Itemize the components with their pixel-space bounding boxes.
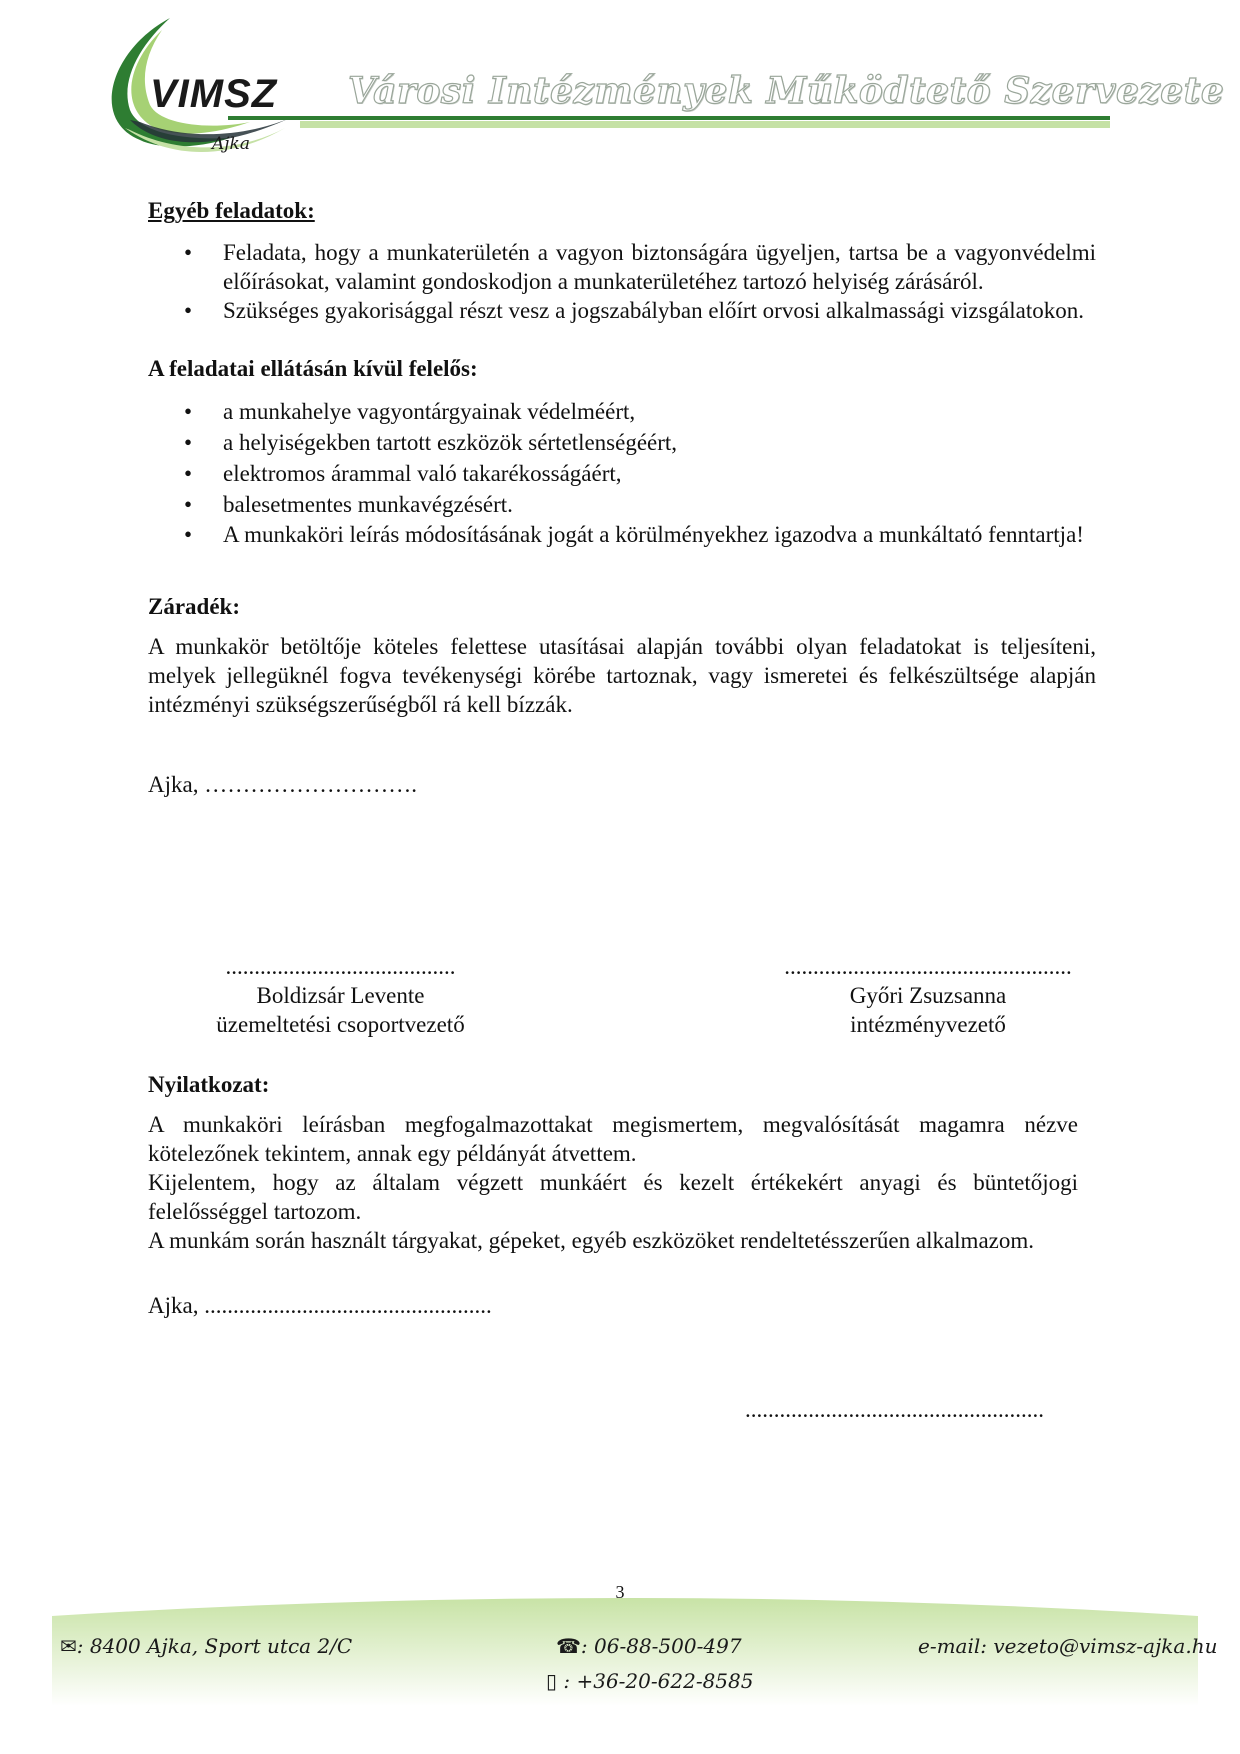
- signatory-name: Győri Zsuzsanna: [849, 983, 1007, 1008]
- header-rule: [228, 116, 1110, 120]
- signatory-role: intézményvezető: [850, 1012, 1006, 1037]
- declaration-section: [148, 1070, 1078, 1320]
- other-tasks-list: [148, 238, 1096, 325]
- signatory-role: üzemeltetési csoportvezető: [216, 1012, 465, 1037]
- section-heading-other-tasks: Egyéb feladatok:: [148, 198, 315, 223]
- footer-email: e-mail: vezeto@vimsz-ajka.hu: [918, 1634, 1218, 1658]
- section-heading-responsible: A feladatai ellátásán kívül felelős:: [148, 356, 478, 381]
- page-number: 3: [615, 1582, 625, 1602]
- footer-mobile: ▯ : +36-20-622-8585: [546, 1669, 754, 1693]
- signatory-name: Boldizsár Levente: [256, 983, 425, 1008]
- organization-title: Városi Intézmények Működtető Szervezete: [348, 70, 1225, 112]
- signature-line: ..................................................: [784, 954, 1072, 979]
- logo-text: VIMSZ: [150, 72, 278, 116]
- signature-line: ........................................: [225, 954, 456, 979]
- list-item: • A munkaköri leírás módosításának jogát a körülményekhez igazodva a munkáltató fenntartja!: [184, 522, 1084, 547]
- mobile-phone-icon: ▯: [546, 1669, 558, 1693]
- footer-phone: ☎: 06-88-500-497: [556, 1634, 742, 1658]
- list-item: • a helyiségekben tartott eszközök sértetlenségéért,: [184, 430, 678, 455]
- list-item: • a munkahelye vagyontárgyainak védelméért,: [184, 399, 636, 424]
- list-item: • elektromos árammal való takarékosságáért,: [184, 461, 622, 486]
- clause-text: A munkakör betöltője köteles felettese utasításai alapján további olyan feladatokat is teljesíteni, melyek jellegüknél fogva tevékenységi körébe tartoznak, vagy ismeretei és felkészültsége alapján intézményi szükségszerűségből rá kell bízzák.: [148, 634, 1096, 717]
- header-rule-light: [300, 121, 1110, 128]
- document-body: [148, 196, 1096, 799]
- logo-subtitle: Ajka: [212, 134, 250, 154]
- envelope-icon: ✉: [60, 1634, 77, 1658]
- page-header: [100, 10, 1225, 170]
- employee-signature-line: ....................................................: [745, 1397, 1044, 1422]
- list-item: • Szükséges gyakorisággal részt vesz a jogszabályban előírt orvosi alkalmassági vizsgálatokon.: [184, 298, 1084, 323]
- responsible-list: [148, 396, 1096, 549]
- declaration-paragraph: A munkaköri leírásban megfogalmazottakat megismertem, megvalósítását magamra nézve kötelezőnek tekintem, annak egy példányát átvettem.: [148, 1112, 1078, 1166]
- telephone-icon: ☎: [556, 1634, 581, 1658]
- list-item: • balesetmentes munkavégzésért.: [184, 492, 513, 517]
- signature-block-right: [768, 952, 1088, 1039]
- signature-block-left: [213, 952, 468, 1039]
- section-heading-clause: Záradék:: [148, 594, 240, 619]
- section-heading-declaration: Nyilatkozat:: [148, 1072, 270, 1097]
- declaration-paragraph: Kijelentem, hogy az általam végzett munkáért és kezelt értékekért anyagi és büntetőjogi felelősséggel tartozom.: [148, 1170, 1078, 1224]
- footer-address: ✉: 8400 Ajka, Sport utca 2/C: [60, 1634, 353, 1658]
- declaration-paragraph: A munkám során használt tárgyakat, gépeket, egyéb eszközöket rendeltetésszerűen alkalmazom.: [148, 1228, 1035, 1253]
- list-item: • Feladata, hogy a munkaterületén a vagyon biztonságára ügyeljen, tartsa be a vagyonvédelmi előírásokat, valamint gondoskodjon a munkaterületéhez tartozó helyiség zárásáról.: [184, 240, 1096, 294]
- place-date-line: Ajka, ..................................................: [148, 1293, 492, 1318]
- place-date-line: Ajka, ……………………….: [148, 772, 417, 797]
